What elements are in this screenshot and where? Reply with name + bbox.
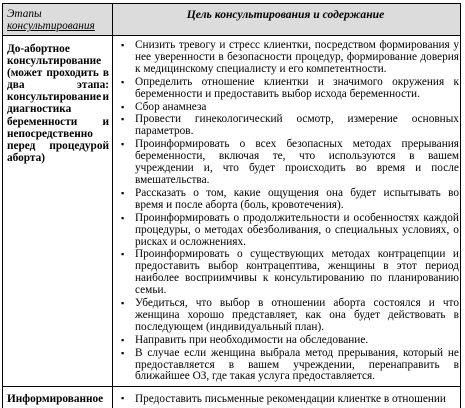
list-item-line: нее уверенности в безопасности процедур, формирование доверия	[135, 50, 459, 63]
header-stages-line2: консультирования	[7, 20, 95, 32]
list-item-line: предоставить выбор контрацептива, женщины в этот период	[135, 260, 459, 273]
row-divider	[3, 386, 460, 387]
list-item-line: беременности, включая те, что используются в вашем	[135, 150, 459, 163]
list-item-line: Определить отношение клиентки и значимого окружения к	[135, 75, 459, 88]
list-item	[113, 188, 459, 212]
header-stages	[7, 8, 109, 32]
list-item	[113, 77, 459, 101]
list-item	[113, 139, 459, 187]
stage-line: До-абортное	[7, 43, 70, 55]
list-item-line: Направить при необходимости на обследование.	[135, 333, 369, 346]
list-item-line: Убедиться, что выбор в отношении аборта состоялся и что	[135, 297, 459, 310]
list-item-line: женщина хорошо представляет, как она будет действовать в	[135, 308, 459, 321]
list-item-line: время и после аборта (боль, кровотечения).	[135, 198, 344, 211]
stage-cell-informed: Информированное	[7, 393, 104, 405]
list-item-line: беременности и предоставить выбор исхода беременности.	[135, 87, 420, 100]
bullet-icon: ▪	[121, 334, 125, 345]
list-item-line: вмешательства.	[135, 173, 210, 186]
stage-cell-preabortion	[7, 43, 109, 164]
bullet-icon: ▪	[121, 40, 125, 50]
list-item-line: семьи.	[135, 284, 167, 297]
stage-line: аборта)	[7, 151, 46, 164]
purpose-cell-informed	[113, 393, 459, 405]
list-item	[113, 249, 459, 297]
list-item-line: ближайшее ОЗ, где такая услуга предоставляется.	[135, 370, 376, 383]
list-item-line: Проинформировать о всех безопасных методах прерывания	[135, 138, 459, 151]
list-item	[113, 114, 459, 138]
purpose-cell-list	[113, 40, 459, 384]
stage-line: беременности и	[7, 115, 109, 128]
list-item-line: В случае если женщина выбрала метод прерывания, который не	[135, 346, 459, 359]
stage-line: консультирование	[7, 55, 102, 68]
list-item-line: учреждении и, что будет происходить во время и после	[135, 162, 459, 175]
list-item	[113, 393, 459, 405]
bullet-icon: ▪	[121, 187, 125, 198]
bullet-icon: ▪	[121, 212, 125, 223]
list-item-line: Снизить тревогу и стресс клиентки, посредством формирования у	[135, 39, 459, 51]
list-item	[113, 348, 459, 384]
list-item	[113, 40, 459, 76]
list-item-line: предоставляется в вашем учреждении, перенаправить в	[135, 358, 459, 371]
stage-line: перед процедурой	[7, 139, 109, 152]
bullet-icon: ▪	[121, 76, 125, 87]
bullet-icon: ▪	[121, 298, 125, 309]
list-item	[113, 298, 459, 334]
list-item-line: последующем (индивидуальный план).	[135, 320, 325, 333]
list-item-line: процедуры, о методах обезболивания, о специальных условиях, о	[135, 223, 459, 236]
bullet-icon: ▪	[121, 101, 125, 112]
bullet-icon: ▪	[121, 114, 125, 125]
list-item-line: Проинформировать о продолжительности и особенностях каждой	[135, 211, 459, 224]
bullet-icon: ▪	[121, 139, 125, 150]
list-item-line: рисках и осложнениях.	[135, 235, 246, 248]
list-item	[113, 213, 459, 249]
list-item-line: Рассказать о том, какие ощущения она будет испытывать во	[135, 186, 459, 199]
list-item-line: наиболее восприимчивы к консультированию по планированию	[135, 272, 459, 285]
list-item	[113, 335, 459, 347]
list-item-line: Проинформировать о существующих методах контрацепции и	[135, 248, 459, 261]
list-item-line: к медицинскому специалисту и его компетентности.	[135, 62, 387, 75]
list-item	[113, 102, 459, 114]
bullet-icon: ▪	[121, 393, 125, 403]
list-item-text: Предоставить письменные рекомендации клиентке в отношении	[135, 393, 446, 405]
stage-line: два этапа:	[7, 79, 109, 92]
header-stages-line1: Этапы	[7, 8, 42, 20]
list-item-line: параметров.	[135, 125, 194, 138]
stage-line: непосредственно	[7, 127, 93, 140]
list-item-line: Сбор анамнеза	[135, 100, 207, 113]
header-purpose: Цель консультирования и содержание	[186, 8, 385, 21]
stage-line: диагностика	[7, 103, 72, 116]
bullet-icon: ▪	[121, 249, 125, 260]
bullet-icon: ▪	[121, 347, 125, 358]
stage-line: (может проходить в	[7, 67, 109, 80]
stage-line: консультирование и	[7, 91, 109, 104]
list-item-line: Провести гинекологический осмотр, измерение основных	[135, 113, 459, 126]
consultation-table	[2, 3, 461, 408]
